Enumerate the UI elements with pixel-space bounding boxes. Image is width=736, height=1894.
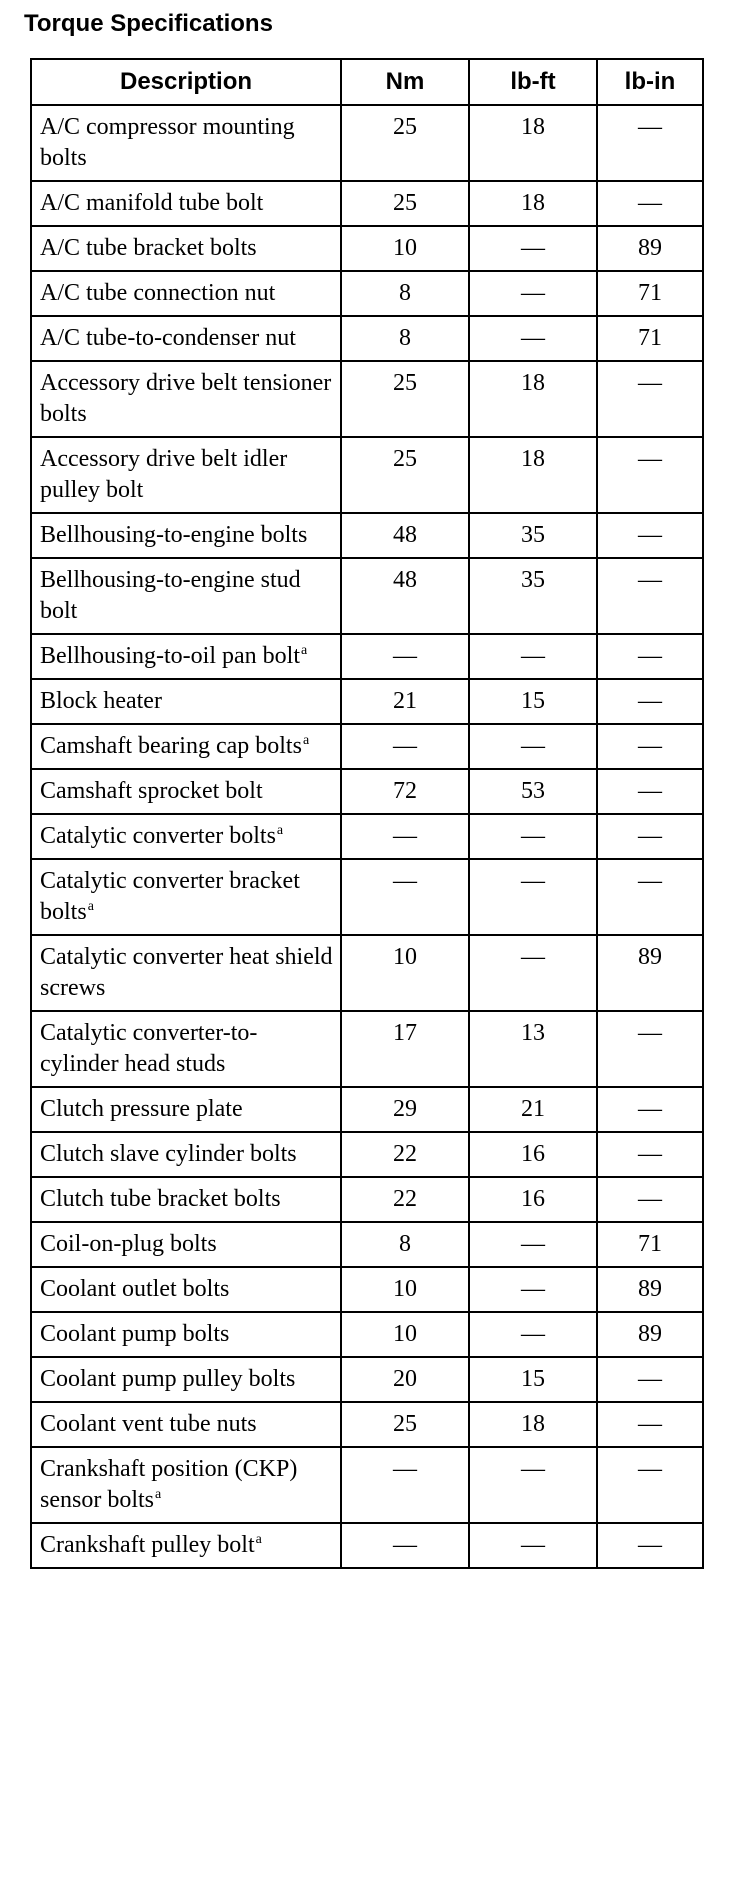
description-text: Catalytic converter-to-cylinder head studs bbox=[40, 1020, 258, 1077]
lb-in-value-cell: — bbox=[597, 1447, 703, 1523]
table-row bbox=[31, 769, 703, 814]
description-text: Clutch slave cylinder bolts bbox=[40, 1141, 297, 1167]
lb-ft-value-cell: 53 bbox=[469, 769, 597, 814]
description-cell bbox=[31, 1222, 341, 1267]
lb-in-value-cell: — bbox=[597, 1177, 703, 1222]
lb-ft-value-cell: — bbox=[469, 1447, 597, 1523]
description-cell bbox=[31, 724, 341, 769]
lb-in-value-cell: — bbox=[597, 679, 703, 724]
description-text: Accessory drive belt tensioner bolts bbox=[40, 370, 332, 427]
lb-in-value-cell: — bbox=[597, 513, 703, 558]
nm-value-cell: — bbox=[341, 724, 469, 769]
nm-value-cell: 29 bbox=[341, 1087, 469, 1132]
description-text: A/C compressor mounting bolts bbox=[40, 114, 295, 171]
nm-value-cell: 10 bbox=[341, 935, 469, 1011]
lb-in-value-cell: — bbox=[597, 769, 703, 814]
lb-in-value-cell: — bbox=[597, 361, 703, 437]
lb-in-value-cell: — bbox=[597, 437, 703, 513]
description-cell bbox=[31, 1011, 341, 1087]
nm-value-cell: 22 bbox=[341, 1132, 469, 1177]
lb-in-value-cell: — bbox=[597, 1523, 703, 1568]
lb-ft-value-cell: 21 bbox=[469, 1087, 597, 1132]
description-cell bbox=[31, 1402, 341, 1447]
table-row bbox=[31, 814, 703, 859]
description-cell bbox=[31, 361, 341, 437]
footnote-marker: a bbox=[155, 1487, 162, 1502]
description-cell bbox=[31, 1523, 341, 1568]
description-cell bbox=[31, 1267, 341, 1312]
table-row bbox=[31, 513, 703, 558]
lb-ft-value-cell: — bbox=[469, 935, 597, 1011]
lb-ft-value-cell: — bbox=[469, 814, 597, 859]
description-cell bbox=[31, 513, 341, 558]
description-cell bbox=[31, 634, 341, 679]
table-row bbox=[31, 558, 703, 634]
lb-in-value-cell: — bbox=[597, 558, 703, 634]
description-text: Coolant pump pulley bolts bbox=[40, 1366, 296, 1392]
table-row bbox=[31, 1447, 703, 1523]
lb-ft-value-cell: — bbox=[469, 1312, 597, 1357]
nm-value-cell: — bbox=[341, 634, 469, 679]
nm-value-cell: 25 bbox=[341, 437, 469, 513]
description-cell bbox=[31, 437, 341, 513]
description-text: Coolant pump bolts bbox=[40, 1321, 230, 1347]
nm-value-cell: 22 bbox=[341, 1177, 469, 1222]
description-text: Bellhousing-to-engine bolts bbox=[40, 522, 308, 548]
lb-in-value-cell: 89 bbox=[597, 226, 703, 271]
description-text: Crankshaft pulley bolt bbox=[40, 1532, 255, 1558]
description-cell bbox=[31, 679, 341, 724]
nm-value-cell: 25 bbox=[341, 105, 469, 181]
lb-ft-value-cell: — bbox=[469, 1267, 597, 1312]
description-cell bbox=[31, 226, 341, 271]
nm-value-cell: — bbox=[341, 814, 469, 859]
description-cell bbox=[31, 814, 341, 859]
table-row bbox=[31, 1011, 703, 1087]
nm-value-cell: 10 bbox=[341, 226, 469, 271]
description-text: A/C manifold tube bolt bbox=[40, 190, 264, 216]
table-row bbox=[31, 859, 703, 935]
description-cell bbox=[31, 1177, 341, 1222]
description-text: Camshaft bearing cap bolts bbox=[40, 733, 302, 759]
torque-spec-table bbox=[30, 58, 704, 1569]
lb-ft-value-cell: 16 bbox=[469, 1132, 597, 1177]
table-row bbox=[31, 1087, 703, 1132]
nm-value-cell: 48 bbox=[341, 513, 469, 558]
lb-ft-value-cell: 35 bbox=[469, 513, 597, 558]
description-cell bbox=[31, 181, 341, 226]
description-cell bbox=[31, 271, 341, 316]
lb-ft-value-cell: — bbox=[469, 271, 597, 316]
description-text: Clutch tube bracket bolts bbox=[40, 1186, 281, 1212]
nm-value-cell: 21 bbox=[341, 679, 469, 724]
table-row bbox=[31, 105, 703, 181]
footnote-marker: a bbox=[255, 1532, 262, 1547]
description-text: A/C tube-to-condenser nut bbox=[40, 325, 296, 351]
table-row bbox=[31, 1523, 703, 1568]
footnote-marker: a bbox=[300, 643, 308, 658]
nm-value-cell: 17 bbox=[341, 1011, 469, 1087]
lb-ft-value-cell: 13 bbox=[469, 1011, 597, 1087]
nm-value-cell: 10 bbox=[341, 1267, 469, 1312]
table-row bbox=[31, 1267, 703, 1312]
description-cell bbox=[31, 1312, 341, 1357]
lb-ft-value-cell: 18 bbox=[469, 181, 597, 226]
page-title: Torque Specifications bbox=[24, 10, 273, 37]
description-text: Bellhousing-to-engine stud bolt bbox=[40, 567, 301, 624]
nm-value-cell: 25 bbox=[341, 1402, 469, 1447]
description-cell bbox=[31, 1357, 341, 1402]
table-row bbox=[31, 1312, 703, 1357]
nm-value-cell: 72 bbox=[341, 769, 469, 814]
nm-value-cell: 25 bbox=[341, 361, 469, 437]
column-header-lb-ft: lb-ft bbox=[469, 59, 597, 105]
description-text: Clutch pressure plate bbox=[40, 1096, 243, 1122]
nm-value-cell: 25 bbox=[341, 181, 469, 226]
description-cell bbox=[31, 859, 341, 935]
table-row bbox=[31, 679, 703, 724]
description-text: Camshaft sprocket bolt bbox=[40, 778, 263, 804]
lb-ft-value-cell: 18 bbox=[469, 361, 597, 437]
footnote-marker: a bbox=[276, 823, 284, 838]
table-row bbox=[31, 437, 703, 513]
footnote-marker: a bbox=[302, 733, 310, 748]
lb-ft-value-cell: — bbox=[469, 634, 597, 679]
lb-in-value-cell: — bbox=[597, 1011, 703, 1087]
table-row bbox=[31, 1132, 703, 1177]
table-row bbox=[31, 1402, 703, 1447]
column-header-description: Description bbox=[31, 59, 341, 105]
table-row bbox=[31, 361, 703, 437]
description-text: Coolant vent tube nuts bbox=[40, 1411, 257, 1437]
table-row bbox=[31, 1357, 703, 1402]
lb-ft-value-cell: 15 bbox=[469, 1357, 597, 1402]
description-text: Catalytic converter bolts bbox=[40, 823, 276, 849]
description-text: Crankshaft position (CKP) sensor bolts bbox=[40, 1456, 298, 1513]
description-text: Block heater bbox=[40, 688, 162, 714]
lb-in-value-cell: — bbox=[597, 634, 703, 679]
lb-ft-value-cell: — bbox=[469, 724, 597, 769]
lb-ft-value-cell: 35 bbox=[469, 558, 597, 634]
nm-value-cell: — bbox=[341, 1523, 469, 1568]
table-row bbox=[31, 634, 703, 679]
description-text: A/C tube bracket bolts bbox=[40, 235, 257, 261]
lb-in-value-cell: 89 bbox=[597, 1312, 703, 1357]
table-row bbox=[31, 316, 703, 361]
lb-ft-value-cell: — bbox=[469, 1523, 597, 1568]
table-row bbox=[31, 935, 703, 1011]
lb-in-value-cell: 71 bbox=[597, 271, 703, 316]
description-cell bbox=[31, 558, 341, 634]
column-header-lb-in: lb-in bbox=[597, 59, 703, 105]
description-text: Catalytic converter heat shield screws bbox=[40, 944, 333, 1001]
description-text: Coolant outlet bolts bbox=[40, 1276, 230, 1302]
table-row bbox=[31, 724, 703, 769]
description-cell bbox=[31, 105, 341, 181]
lb-in-value-cell: — bbox=[597, 1132, 703, 1177]
lb-in-value-cell: 89 bbox=[597, 1267, 703, 1312]
table-row bbox=[31, 1177, 703, 1222]
table-header-row bbox=[31, 59, 703, 105]
description-cell bbox=[31, 316, 341, 361]
lb-in-value-cell: — bbox=[597, 814, 703, 859]
lb-in-value-cell: — bbox=[597, 105, 703, 181]
lb-in-value-cell: 71 bbox=[597, 1222, 703, 1267]
description-cell bbox=[31, 935, 341, 1011]
nm-value-cell: 20 bbox=[341, 1357, 469, 1402]
lb-in-value-cell: — bbox=[597, 1087, 703, 1132]
description-text: Bellhousing-to-oil pan bolt bbox=[40, 643, 300, 669]
lb-ft-value-cell: 15 bbox=[469, 679, 597, 724]
description-cell bbox=[31, 1087, 341, 1132]
lb-ft-value-cell: 18 bbox=[469, 105, 597, 181]
table-row bbox=[31, 181, 703, 226]
table-row bbox=[31, 1222, 703, 1267]
table-row bbox=[31, 226, 703, 271]
lb-in-value-cell: — bbox=[597, 1357, 703, 1402]
lb-in-value-cell: — bbox=[597, 724, 703, 769]
nm-value-cell: 10 bbox=[341, 1312, 469, 1357]
description-text: A/C tube connection nut bbox=[40, 280, 276, 306]
description-cell bbox=[31, 769, 341, 814]
lb-ft-value-cell: 16 bbox=[469, 1177, 597, 1222]
table-row bbox=[31, 271, 703, 316]
lb-in-value-cell: — bbox=[597, 181, 703, 226]
table-body bbox=[31, 105, 703, 1568]
description-text: Coil-on-plug bolts bbox=[40, 1231, 217, 1257]
lb-ft-value-cell: — bbox=[469, 859, 597, 935]
lb-in-value-cell: — bbox=[597, 1402, 703, 1447]
nm-value-cell: 8 bbox=[341, 271, 469, 316]
lb-ft-value-cell: — bbox=[469, 226, 597, 271]
footnote-marker: a bbox=[87, 899, 94, 914]
description-cell bbox=[31, 1132, 341, 1177]
description-text: Accessory drive belt idler pulley bolt bbox=[40, 446, 288, 503]
lb-ft-value-cell: — bbox=[469, 316, 597, 361]
column-header-nm: Nm bbox=[341, 59, 469, 105]
lb-in-value-cell: 89 bbox=[597, 935, 703, 1011]
nm-value-cell: 8 bbox=[341, 1222, 469, 1267]
nm-value-cell: — bbox=[341, 1447, 469, 1523]
lb-ft-value-cell: 18 bbox=[469, 1402, 597, 1447]
lb-ft-value-cell: — bbox=[469, 1222, 597, 1267]
lb-in-value-cell: — bbox=[597, 859, 703, 935]
nm-value-cell: 48 bbox=[341, 558, 469, 634]
nm-value-cell: 8 bbox=[341, 316, 469, 361]
lb-in-value-cell: 71 bbox=[597, 316, 703, 361]
description-text: Catalytic converter bracket bolts bbox=[40, 868, 300, 925]
nm-value-cell: — bbox=[341, 859, 469, 935]
description-cell bbox=[31, 1447, 341, 1523]
lb-ft-value-cell: 18 bbox=[469, 437, 597, 513]
